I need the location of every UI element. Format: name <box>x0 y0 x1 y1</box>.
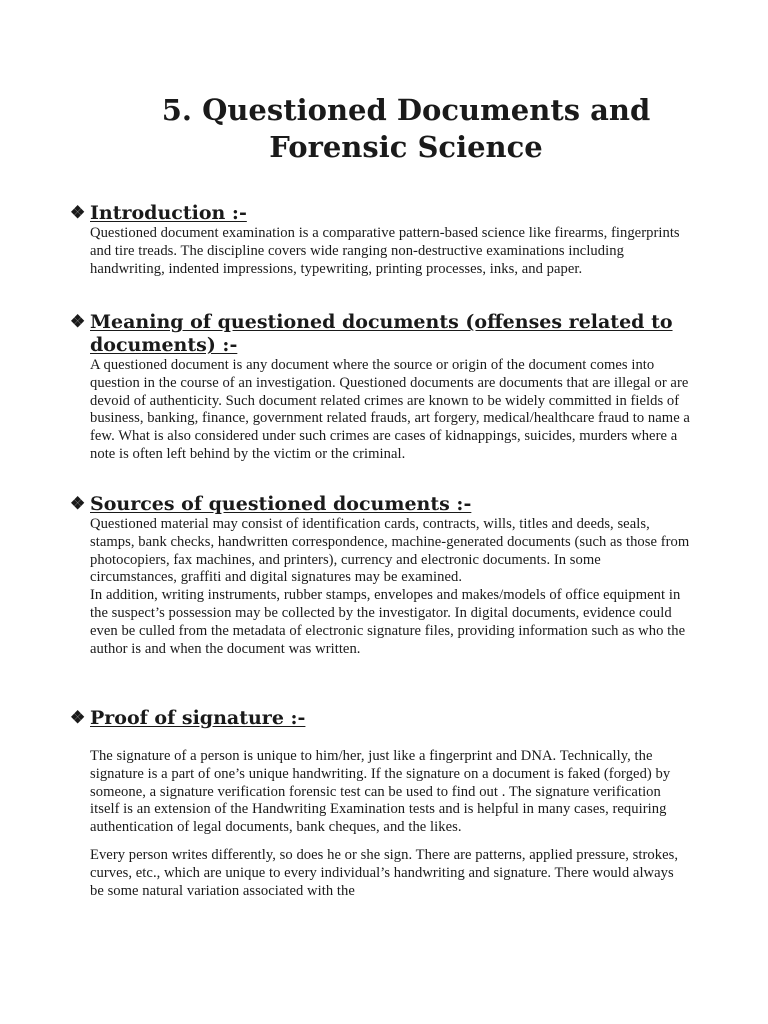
section-heading-text: Introduction :- <box>90 202 247 224</box>
section-heading <box>70 311 690 357</box>
section-heading <box>70 493 690 516</box>
diamond-bullet-icon: ❖ <box>70 708 86 728</box>
page-title <box>0 92 768 166</box>
section-heading-text: Proof of signature :- <box>90 707 306 729</box>
section-heading-text: Sources of questioned documents :- <box>90 493 472 515</box>
section-paragraph: A questioned document is any document where the source or origin of the document comes into question in the course of an investigation. Questioned documents are documents that are illegal or are devoid of authenticity. Such document related crimes are known to be widely committed in fields of business, banking, finance, government related frauds, art forgery, medical/healthcare fraud to name a few. What is also considered under such crimes are cases of kidnappings, suicides, murders where a note is often left behind by the victim or the criminal. <box>90 357 690 462</box>
section-introduction <box>70 202 690 278</box>
section-paragraph: Every person writes differently, so does he or she sign. There are patterns, applied pressure, strokes, curves, etc., which are unique to every individual’s handwriting and signature. There would always be some natural variation associated with the <box>90 846 679 899</box>
section-paragraph: Questioned material may consist of identification cards, contracts, wills, titles and deeds, seals, stamps, bank checks, handwritten correspondence, machine-generated documents (such as those from photocopiers, fax machines, and printers), currency and electronic documents. In some circumstances, graffiti and digital signatures may be examined. <box>90 516 690 586</box>
section-heading <box>70 707 690 730</box>
section-heading-text: Meaning of questioned documents (offenses related to documents) :- <box>90 311 673 356</box>
diamond-bullet-icon: ❖ <box>70 312 86 332</box>
section-sources <box>70 493 690 658</box>
title-line-1: 5. Questioned Documents and <box>161 93 651 127</box>
section-paragraph: The signature of a person is unique to him/her, just like a fingerprint and DNA. Technically, the signature is a part of one’s unique handwriting. If the signature on a document is faked (forged) by someone, a signature verification forensic test can be used to find out . The signature verification itself is an extension of the Handwriting Examination tests and is helpful in many cases, requiring authentication of legal documents, bank cheques, and the likes. <box>90 748 671 836</box>
section-proof-of-signature <box>70 707 690 900</box>
diamond-bullet-icon: ❖ <box>70 203 86 223</box>
diamond-bullet-icon: ❖ <box>70 494 86 514</box>
section-meaning <box>70 311 690 464</box>
section-heading <box>70 202 690 225</box>
title-line-2: Forensic Science <box>269 130 543 164</box>
section-paragraph: In addition, writing instruments, rubber stamps, envelopes and makes/models of office equipment in the suspect’s possession may be collected by the investigator. In digital documents, evidence could even be culled from the metadata of electronic signature files, providing information such as who the author is and when the document was written. <box>90 587 686 657</box>
section-paragraph: Questioned document examination is a comparative pattern-based science like firearms, fingerprints and tire treads. The discipline covers wide ranging non-destructive examinations including handwriting, indented impressions, typewriting, printing processes, inks, and paper. <box>90 225 680 277</box>
